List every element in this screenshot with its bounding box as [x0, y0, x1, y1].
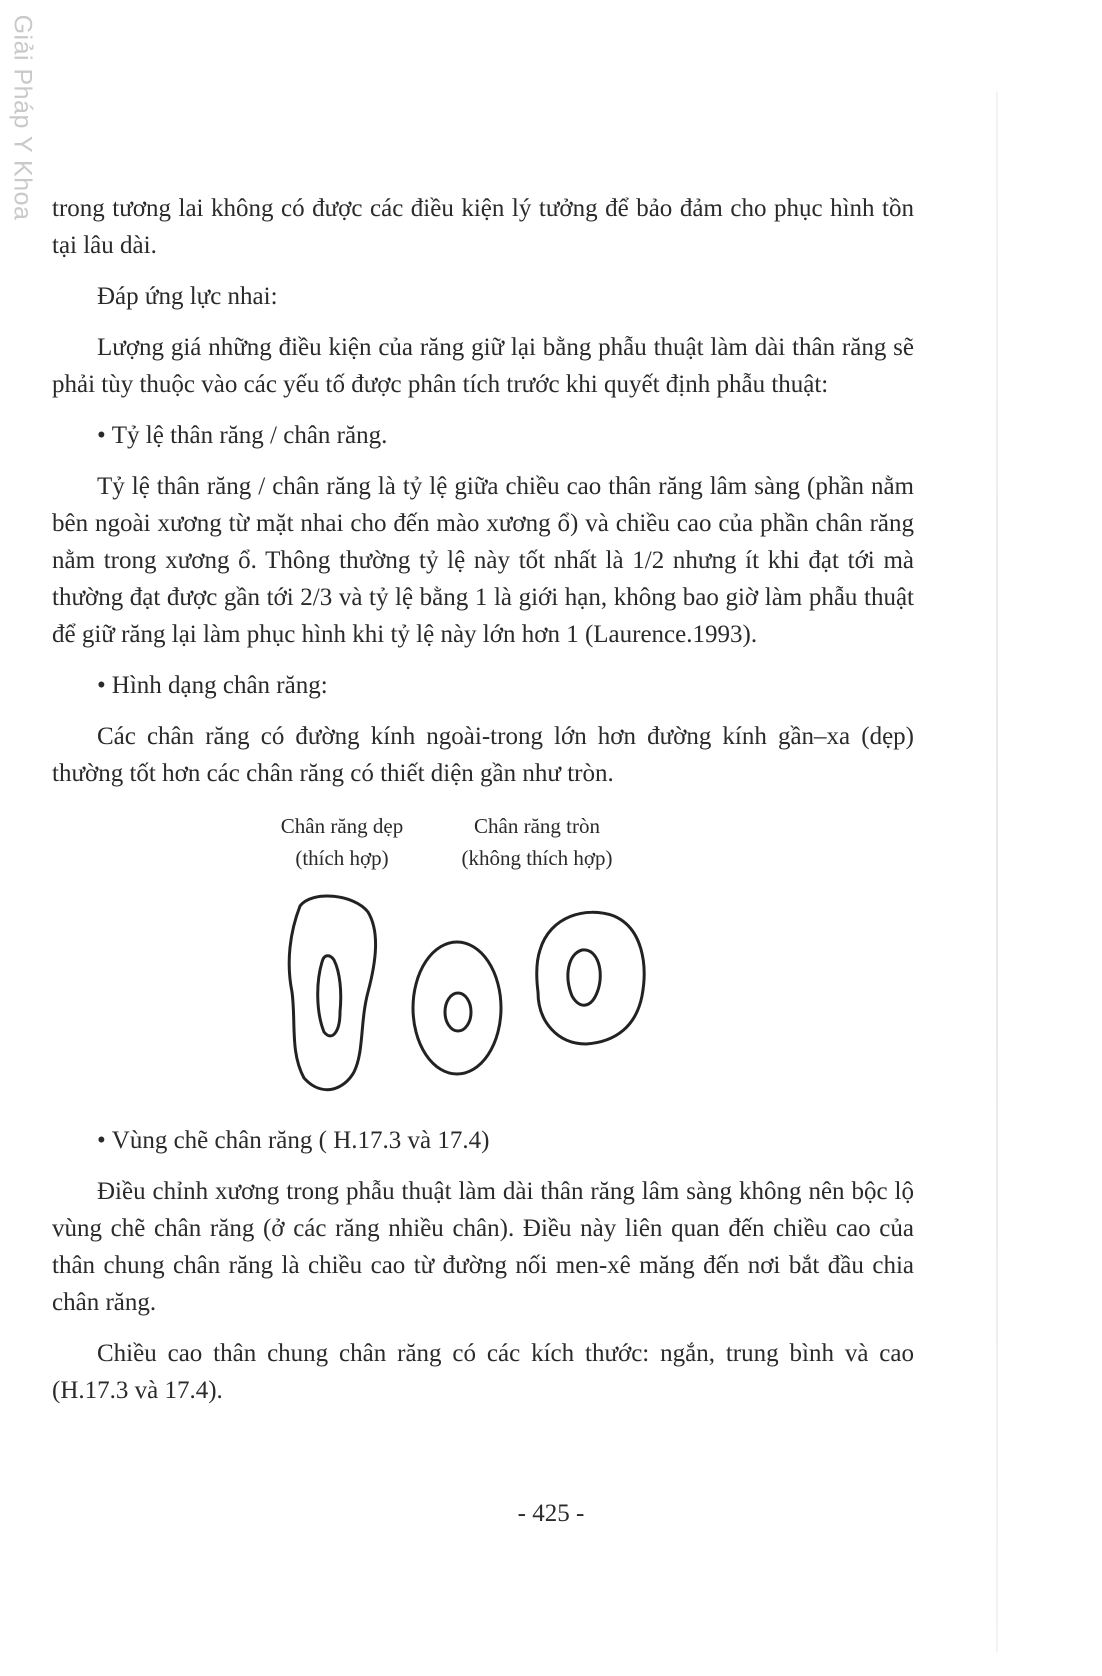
figure-caption-flat-root — [257, 810, 427, 874]
caption-line: (thích hợp) — [295, 846, 389, 870]
paragraph: Lượng giá những điều kiện của răng giữ lại bằng phẫu thuật làm dài thân răng sẽ phải tùy thuộc vào các yếu tố được phân tích trước khi quyết định phẫu thuật: — [52, 334, 914, 398]
bullet-item — [52, 417, 914, 454]
paragraph: Các chân răng có đường kính ngoài-trong lớn hơn đường kính gần–xa (dẹp) thường tốt hơn các chân răng có thiết diện gần như tròn. — [52, 723, 914, 787]
caption-line: Chân răng dẹp — [280, 814, 404, 838]
flat-root-outline — [289, 896, 375, 1090]
bullet-icon: • — [97, 422, 106, 449]
round-root-outline — [413, 942, 501, 1074]
bullet-text: Hình dạng chân răng: — [111, 672, 328, 699]
caption-line: (không thích hợp) — [461, 846, 613, 870]
watermark — [5, 12, 39, 222]
round-root-canal — [568, 950, 600, 1005]
page-edge-shadow — [996, 92, 998, 1652]
watermark-text: Giải Pháp Y Khoa — [8, 14, 37, 220]
bullet-item — [52, 667, 914, 704]
figure-caption-round-root — [442, 810, 632, 874]
root-cross-section-drawings — [282, 892, 742, 1102]
round-root-canal — [445, 993, 471, 1031]
paragraph: Tỷ lệ thân răng / chân răng là tỷ lệ giữa chiều cao thân răng lâm sàng (phần nằm bên ngoài xương từ mặt nhai cho đến mào xương ổ) và chiều cao của phần chân răng nằm trong xương ổ. Thông thường tỷ lệ này tốt nhất là 1/2 nhưng ít khi đạt tới mà thường đạt được gần tới 2/3 và tỷ lệ bằng 1 là giới hạn, không bao giờ làm phẫu thuật để giữ răng lại làm phục hình khi tỷ lệ này lớn hơn 1 (Laurence.1993). — [52, 473, 914, 648]
caption-line: Chân răng tròn — [474, 814, 600, 838]
bullet-text: Vùng chẽ chân răng ( H.17.3 và 17.4) — [111, 1127, 490, 1154]
body-text — [52, 190, 914, 1423]
bullet-icon: • — [97, 672, 106, 699]
root-shape-figure — [52, 806, 914, 1116]
paragraph: Đáp ứng lực nhai: — [97, 283, 278, 310]
flat-root-canal — [318, 956, 341, 1036]
round-root-outline — [537, 912, 644, 1044]
paragraph: Chiều cao thân chung chân răng có các kích thước: ngắn, trung bình và cao (H.17.3 và 17.4). — [52, 1340, 914, 1404]
bullet-text: Tỷ lệ thân răng / chân răng. — [111, 422, 388, 449]
paragraph: Điều chỉnh xương trong phẫu thuật làm dài thân răng lâm sàng không nên bộc lộ vùng chẽ chân răng (ở các răng nhiều chân). Điều này liên quan đến chiều cao của thân chung chân răng là chiều cao từ đường nối men-xê măng đến nơi bắt đầu chia chân răng. — [52, 1178, 914, 1316]
bullet-item — [52, 1122, 914, 1159]
page-number: - 425 - — [517, 1500, 585, 1527]
paragraph: trong tương lai không có được các điều kiện lý tưởng để bảo đảm cho phục hình tồn tại lâu dài. — [52, 195, 914, 259]
bullet-icon: • — [97, 1127, 106, 1154]
